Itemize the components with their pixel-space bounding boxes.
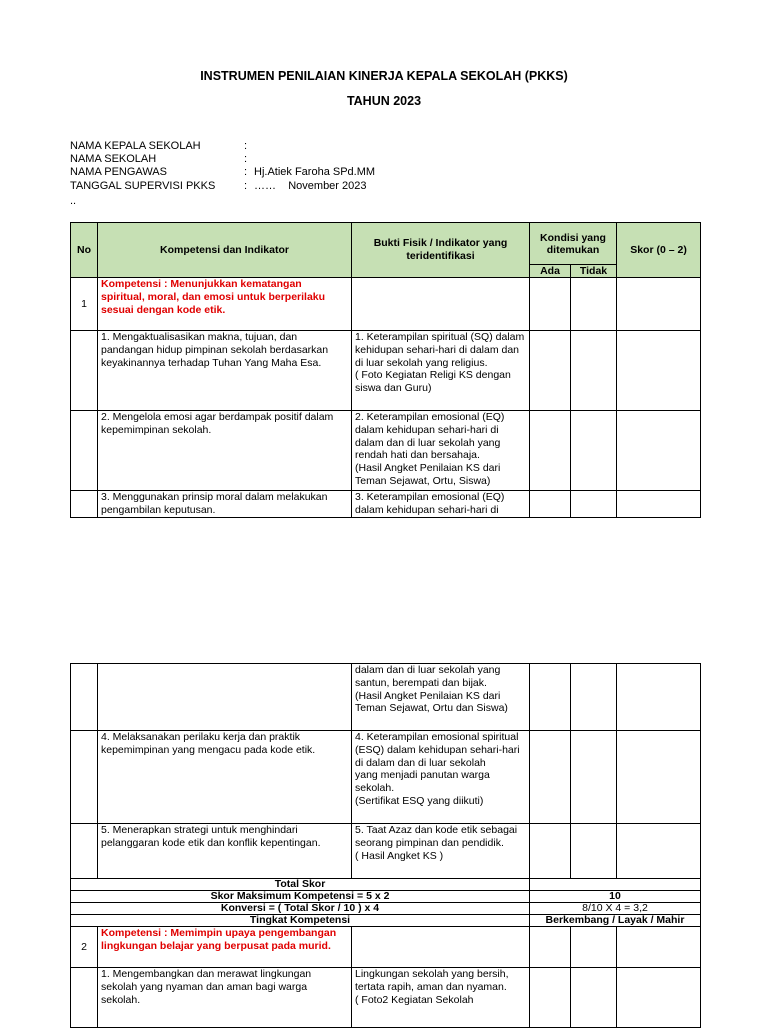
row-number (71, 968, 98, 1028)
ada-cell[interactable] (530, 968, 571, 1028)
header-kondisi: Kondisi yang ditemukan (530, 223, 617, 265)
table-row (71, 664, 701, 731)
field-nama-pengawas (70, 166, 375, 179)
table-row (71, 278, 701, 331)
skor-cell[interactable] (617, 927, 701, 968)
summary-total-row (71, 879, 701, 891)
header-skor: Skor (0 – 2) (617, 223, 701, 278)
row-number (71, 411, 98, 491)
ada-cell[interactable] (530, 491, 571, 518)
kompetensi-heading: Kompetensi : Menunjukkan kematangan spiritual, moral, dan emosi untuk berperilaku sesuai dengan kode etik. (98, 278, 352, 331)
table-row (71, 491, 701, 518)
skor-maks-value: 10 (530, 891, 701, 903)
skor-cell[interactable] (617, 824, 701, 879)
document-title: INSTRUMEN PENILAIAN KINERJA KEPALA SEKOLAH (PKKS) (200, 69, 568, 83)
skor-cell[interactable] (617, 411, 701, 491)
skor-cell[interactable] (617, 731, 701, 824)
indikator-cell: 4. Melaksanakan perilaku kerja dan praktik kepemimpinan yang mengacu pada kode etik. (98, 731, 352, 824)
field-colon: : (244, 179, 248, 192)
ada-cell[interactable] (530, 411, 571, 491)
bukti-cell: 1. Keterampilan spiritual (SQ) dalam kehidupan sehari-hari di dalam dan di luar sekolah yang religius. ( Foto Kegiatan Religi KS dengan siswa dan Guru) (352, 331, 530, 411)
summary-max-row (71, 891, 701, 903)
total-skor-value[interactable] (530, 879, 701, 891)
table-row (71, 731, 701, 824)
field-colon: : (244, 140, 248, 152)
bukti-cell: 4. Keterampilan emosional spiritual (ESQ) dalam kehidupan sehari-hari di dalam dan di luar sekolah yang menjadi panutan warga sekolah. (Sertifikat ESQ yang diikuti) (352, 731, 530, 824)
tidak-cell[interactable] (571, 968, 617, 1028)
bukti-cell (352, 927, 530, 968)
total-skor-label: Total Skor (71, 879, 530, 891)
table-row (71, 927, 701, 968)
bukti-cell: 2. Keterampilan emosional (EQ) dalam kehidupan sehari-hari di dalam dan di luar sekolah yang rendah hati dan bersahaja. (Hasil Angket Penilaian KS dari Teman Sejawat, Ortu, Siswa) (352, 411, 530, 491)
header-kompetensi: Kompetensi dan Indikator (98, 223, 352, 278)
field-nama-sekolah (70, 153, 375, 166)
skor-cell[interactable] (617, 491, 701, 518)
ada-cell[interactable] (530, 731, 571, 824)
ada-cell[interactable] (530, 664, 571, 731)
header-ada: Ada (530, 265, 571, 278)
row-number (71, 664, 98, 731)
field-colon: : (244, 166, 248, 179)
field-label: NAMA SEKOLAH (70, 153, 157, 166)
header-bukti: Bukti Fisik / Indikator yang teridentifikasi (352, 223, 530, 278)
indikator-cell: 3. Menggunakan prinsip moral dalam melakukan pengambilan keputusan. (98, 491, 352, 518)
ada-cell[interactable] (530, 331, 571, 411)
row-number: 2 (71, 927, 98, 968)
indikator-cell (98, 664, 352, 731)
field-label: TANGGAL SUPERVISI PKKS (70, 179, 216, 192)
skor-cell[interactable] (617, 331, 701, 411)
skor-cell[interactable] (617, 968, 701, 1028)
field-label: NAMA PENGAWAS (70, 166, 167, 179)
row-number (71, 824, 98, 879)
bukti-cell: 3. Keterampilan emosional (EQ) dalam kehidupan sehari-hari di (352, 491, 530, 518)
row-number (71, 731, 98, 824)
indikator-cell: 5. Menerapkan strategi untuk menghindari pelanggaran kode etik dan konflik kepentingan. (98, 824, 352, 879)
skor-cell[interactable] (617, 664, 701, 731)
skor-maks-label: Skor Maksimum Kompetensi = 5 x 2 (71, 891, 530, 903)
tidak-cell[interactable] (571, 824, 617, 879)
field-tanggal-supervisi (70, 180, 375, 193)
tidak-cell[interactable] (571, 731, 617, 824)
ada-cell[interactable] (530, 824, 571, 879)
bukti-cell: Lingkungan sekolah yang bersih, tertata rapih, aman dan nyaman. ( Foto2 Kegiatan Sekolah (352, 968, 530, 1028)
tingkat-value: Berkembang / Layak / Mahir (530, 915, 701, 927)
tidak-cell[interactable] (571, 927, 617, 968)
row-number: 1 (71, 278, 98, 331)
ada-cell[interactable] (530, 927, 571, 968)
field-value: …… November 2023 (254, 179, 367, 192)
ada-cell[interactable] (530, 278, 571, 331)
tidak-cell[interactable] (571, 278, 617, 331)
summary-tingkat-row (71, 915, 701, 927)
kompetensi-heading: Kompetensi : Memimpin upaya pengembangan lingkungan belajar yang berpusat pada murid. (98, 927, 352, 968)
assessment-table-page2 (70, 663, 701, 1028)
tidak-cell[interactable] (571, 331, 617, 411)
identity-block (70, 140, 376, 207)
tidak-cell[interactable] (571, 411, 617, 491)
row-number (71, 331, 98, 411)
bukti-cell: 5. Taat Azaz dan kode etik sebagai seorang pimpinan dan pendidik. ( Hasil Angket KS ) (352, 824, 530, 879)
header-no: No (71, 223, 98, 278)
table-row (71, 968, 701, 1028)
indikator-cell: 1. Mengaktualisasikan makna, tujuan, dan pandangan hidup pimpinan sekolah berdasarkan keyakinannya terhadap Tuhan Yang Maha Esa. (98, 331, 352, 411)
header-tidak: Tidak (571, 265, 617, 278)
field-label: NAMA KEPALA SEKOLAH (70, 140, 201, 152)
field-colon: : (244, 153, 248, 166)
konversi-value: 8/10 X 4 = 3,2 (530, 903, 701, 915)
summary-konversi-row (71, 903, 701, 915)
table-row (71, 411, 701, 491)
bukti-cell (352, 278, 530, 331)
tidak-cell[interactable] (571, 491, 617, 518)
document-year: TAHUN 2023 (346, 94, 422, 108)
table-row (71, 331, 701, 411)
trailing-dots: .. (70, 195, 77, 207)
tidak-cell[interactable] (571, 664, 617, 731)
assessment-table-page1 (70, 222, 701, 518)
konversi-label: Konversi = ( Total Skor / 10 ) x 4 (71, 903, 530, 915)
field-kepala-sekolah (70, 140, 375, 153)
tingkat-label: Tingkat Kompetensi (71, 915, 530, 927)
field-value: Hj.Atiek Faroha SPd.MM (254, 166, 376, 179)
row-number (71, 491, 98, 518)
table-row (71, 824, 701, 879)
indikator-cell: 2. Mengelola emosi agar berdampak positif dalam kepemimpinan sekolah. (98, 411, 352, 491)
skor-cell[interactable] (617, 278, 701, 331)
bukti-cell: dalam dan di luar sekolah yang santun, berempati dan bijak. (Hasil Angket Penilaian KS dari Teman Sejawat, Ortu dan Siswa) (352, 664, 530, 731)
indikator-cell: 1. Mengembangkan dan merawat lingkungan sekolah yang nyaman dan aman bagi warga sekolah. (98, 968, 352, 1028)
